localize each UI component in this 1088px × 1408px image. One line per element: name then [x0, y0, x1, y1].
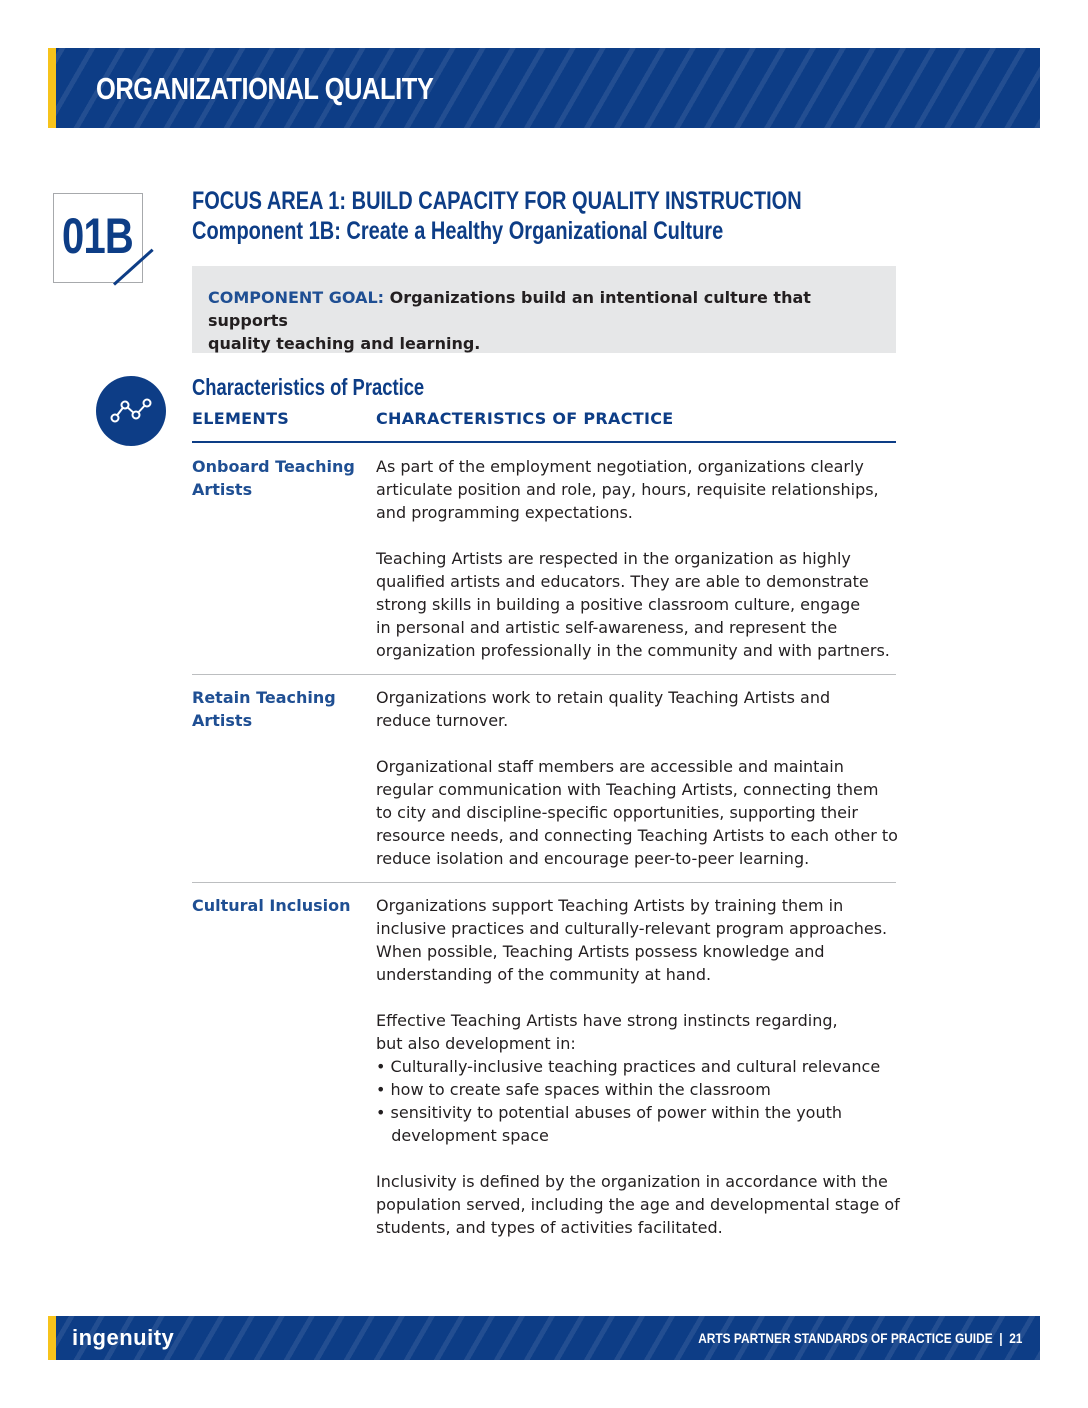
- column-header-characteristics: CHARACTERISTICS OF PRACTICE: [376, 409, 674, 428]
- element-cultural-inclusion: Cultural Inclusion: [192, 896, 351, 915]
- description-retain-teaching-artists: Organizations work to retain quality Teaching Artists and reduce turnover. Organizational staff members are accessible and maintain regular communication with Teaching Artists, connecting them to city and discipline-specific opportunities, supporting their resource needs, and connecting Teaching Artists to each other to reduce isolation and encourage peer-to-peer learning.: [376, 688, 898, 868]
- row-divider: [192, 674, 896, 675]
- component-title: Component 1B: Create a Healthy Organizational Culture: [192, 217, 724, 245]
- element-onboard-teaching-artists: Onboard Teaching Artists: [192, 457, 355, 499]
- ingenuity-logo: ingenuity: [72, 1325, 175, 1350]
- component-goal-box: [192, 266, 896, 353]
- network-nodes-icon: [110, 396, 152, 426]
- row-divider: [192, 882, 896, 883]
- description-cultural-inclusion: Organizations support Teaching Artists by training them in inclusive practices and culturally-relevant program approaches. When possible, Teaching Artists possess knowledge and understanding of the community at hand. Effective Teaching Artists have strong instincts regarding, but also development in: • Culturally-inclusive teaching practices and cultural relevance • how to create safe spaces within the classroom • sensitivity to potential abuses of power within the youth development space Inclusivity is defined by the organization in accordance with the population served, including the age and developmental stage of students, and types of activities facilitated.: [376, 896, 900, 1237]
- goal-text-line-1: Organizations build an intentional culture that supports: [208, 288, 811, 330]
- table-header-rule: [192, 441, 896, 443]
- goal-label: COMPONENT GOAL:: [208, 288, 385, 307]
- focus-area-title: FOCUS AREA 1: BUILD CAPACITY FOR QUALITY INSTRUCTION: [192, 187, 802, 215]
- component-code: 01B: [62, 208, 133, 264]
- description-onboard-teaching-artists: As part of the employment negotiation, organizations clearly articulate position and role, pay, hours, requisite relationships, and programming expectations. Teaching Artists are respected in the organization as highly qualified artists and educators. They are able to demonstrate strong skills in building a positive classroom culture, engage in personal and artistic self-awareness, and represent the organization professionally in the community and with partners.: [376, 457, 890, 660]
- goal-text-line-2: quality teaching and learning.: [208, 334, 481, 353]
- footer-band: [48, 1316, 1040, 1360]
- footer-guide-title: ARTS PARTNER STANDARDS OF PRACTICE GUIDE | 21: [697, 1330, 1022, 1346]
- characteristics-heading: Characteristics of Practice: [192, 374, 425, 400]
- column-header-elements: ELEMENTS: [192, 409, 290, 428]
- header-band: [48, 48, 1040, 128]
- characteristics-circle: [96, 376, 166, 446]
- element-retain-teaching-artists: Retain Teaching Artists: [192, 688, 336, 730]
- page-title: ORGANIZATIONAL QUALITY: [96, 71, 434, 106]
